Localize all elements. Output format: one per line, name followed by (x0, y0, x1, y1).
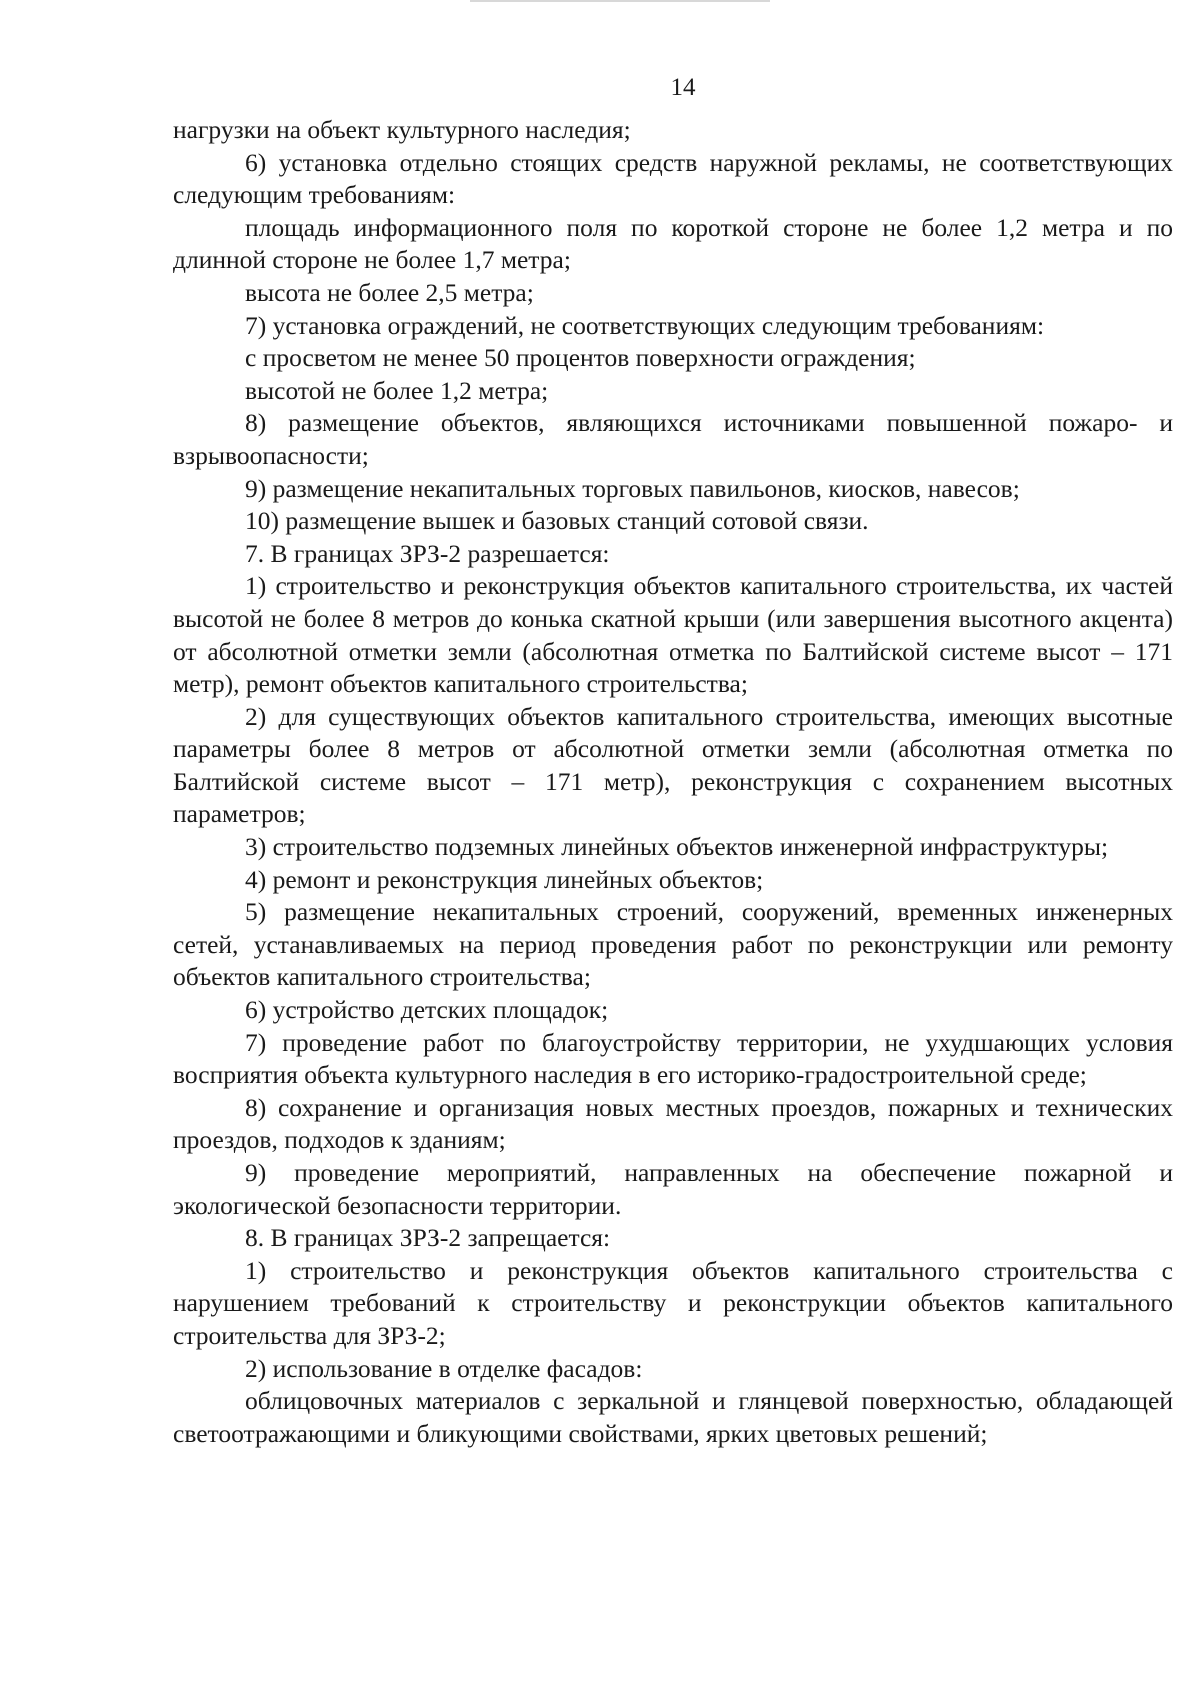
requirement-height: высота не более 2,5 метра; (245, 277, 534, 307)
allowed-item-4: 4) ремонт и реконструкция линейных объектов; (245, 864, 764, 894)
requirement-fence-height: высотой не более 1,2 метра; (245, 375, 549, 405)
prohibited-item-1: 1) строительство и реконструкция объектов капитального строительства с нарушением требований к строительству и реконструкции объектов капитального строительства для ЗРЗ-2; (173, 1255, 1173, 1350)
allowed-item-6: 6) устройство детских площадок; (245, 995, 609, 1025)
document-body (173, 114, 1173, 1450)
prohibited-item-2: 2) использование в отделке фасадов: (245, 1353, 643, 1383)
section-7-heading: 7. В границах ЗРЗ-2 разрешается: (245, 538, 610, 568)
list-item-6-advertising: 6) установка отдельно стоящих средств наружной рекламы, не соответствующих следующим требованиям: (173, 147, 1173, 210)
allowed-item-8: 8) сохранение и организация новых местных проездов, пожарных и технических проездов, подходов к зданиям; (173, 1092, 1173, 1155)
prohibited-facade-materials: облицовочных материалов с зеркальной и глянцевой поверхностью, обладающей светоотражающими и бликующими свойствами, ярких цветовых решений; (173, 1386, 1173, 1448)
list-item-7-fences: 7) установка ограждений, не соответствующих следующим требованиям: (245, 310, 1045, 340)
allowed-item-5: 5) размещение некапитальных строений, сооружений, временных инженерных сетей, устанавливаемых на период проведения работ по реконструкции или ремонту объектов капитального строительства; (173, 897, 1173, 992)
requirement-info-field-area: площадь информационного поля по короткой стороне не более 1,2 метра и по длинной стороне не более 1,7 метра; (173, 212, 1173, 275)
page-number: 14 (670, 74, 696, 101)
allowed-item-3: 3) строительство подземных линейных объектов инженерной инфраструктуры; (245, 832, 1109, 862)
top-edge-rule (470, 0, 770, 2)
allowed-item-9: 9) проведение мероприятий, направленных на обеспечение пожарной и экологической безопасности территории. (173, 1158, 1173, 1220)
allowed-item-1: 1) строительство и реконструкция объектов капитального строительства, их частей высотой не более 8 метров до конька скатной крыши (или завершения высотного акцента) от абсолютной отметки земли (абсолютная отметка по Балтийской системе высот – 171 метр), ремонт объектов капитального строительства; (173, 571, 1173, 699)
section-8-heading: 8. В границах ЗРЗ-2 запрещается: (245, 1223, 611, 1253)
list-item-9-pavilions: 9) размещение некапитальных торговых павильонов, киосков, навесов; (245, 473, 1020, 503)
requirement-fence-clearance: с просветом не менее 50 процентов поверхности ограждения; (245, 343, 916, 373)
list-item-8-hazard-objects: 8) размещение объектов, являющихся источниками повышенной пожаро- и взрывоопасности; (173, 408, 1173, 470)
allowed-item-2: 2) для существующих объектов капитального строительства, имеющих высотные параметры более 8 метров от абсолютной отметки земли (абсолютная отметка по Балтийской системе высот – 171 метр), реконструкция с сохранением высотных параметров; (173, 701, 1173, 829)
allowed-item-7: 7) проведение работ по благоустройству территории, не ухудшающих условия восприятия объекта культурного наследия в его историко-градостроительной среде; (173, 1027, 1173, 1090)
list-item-10-towers: 10) размещение вышек и базовых станций сотовой связи. (245, 506, 869, 536)
paragraph-continuation: нагрузки на объект культурного наследия; (173, 115, 631, 144)
